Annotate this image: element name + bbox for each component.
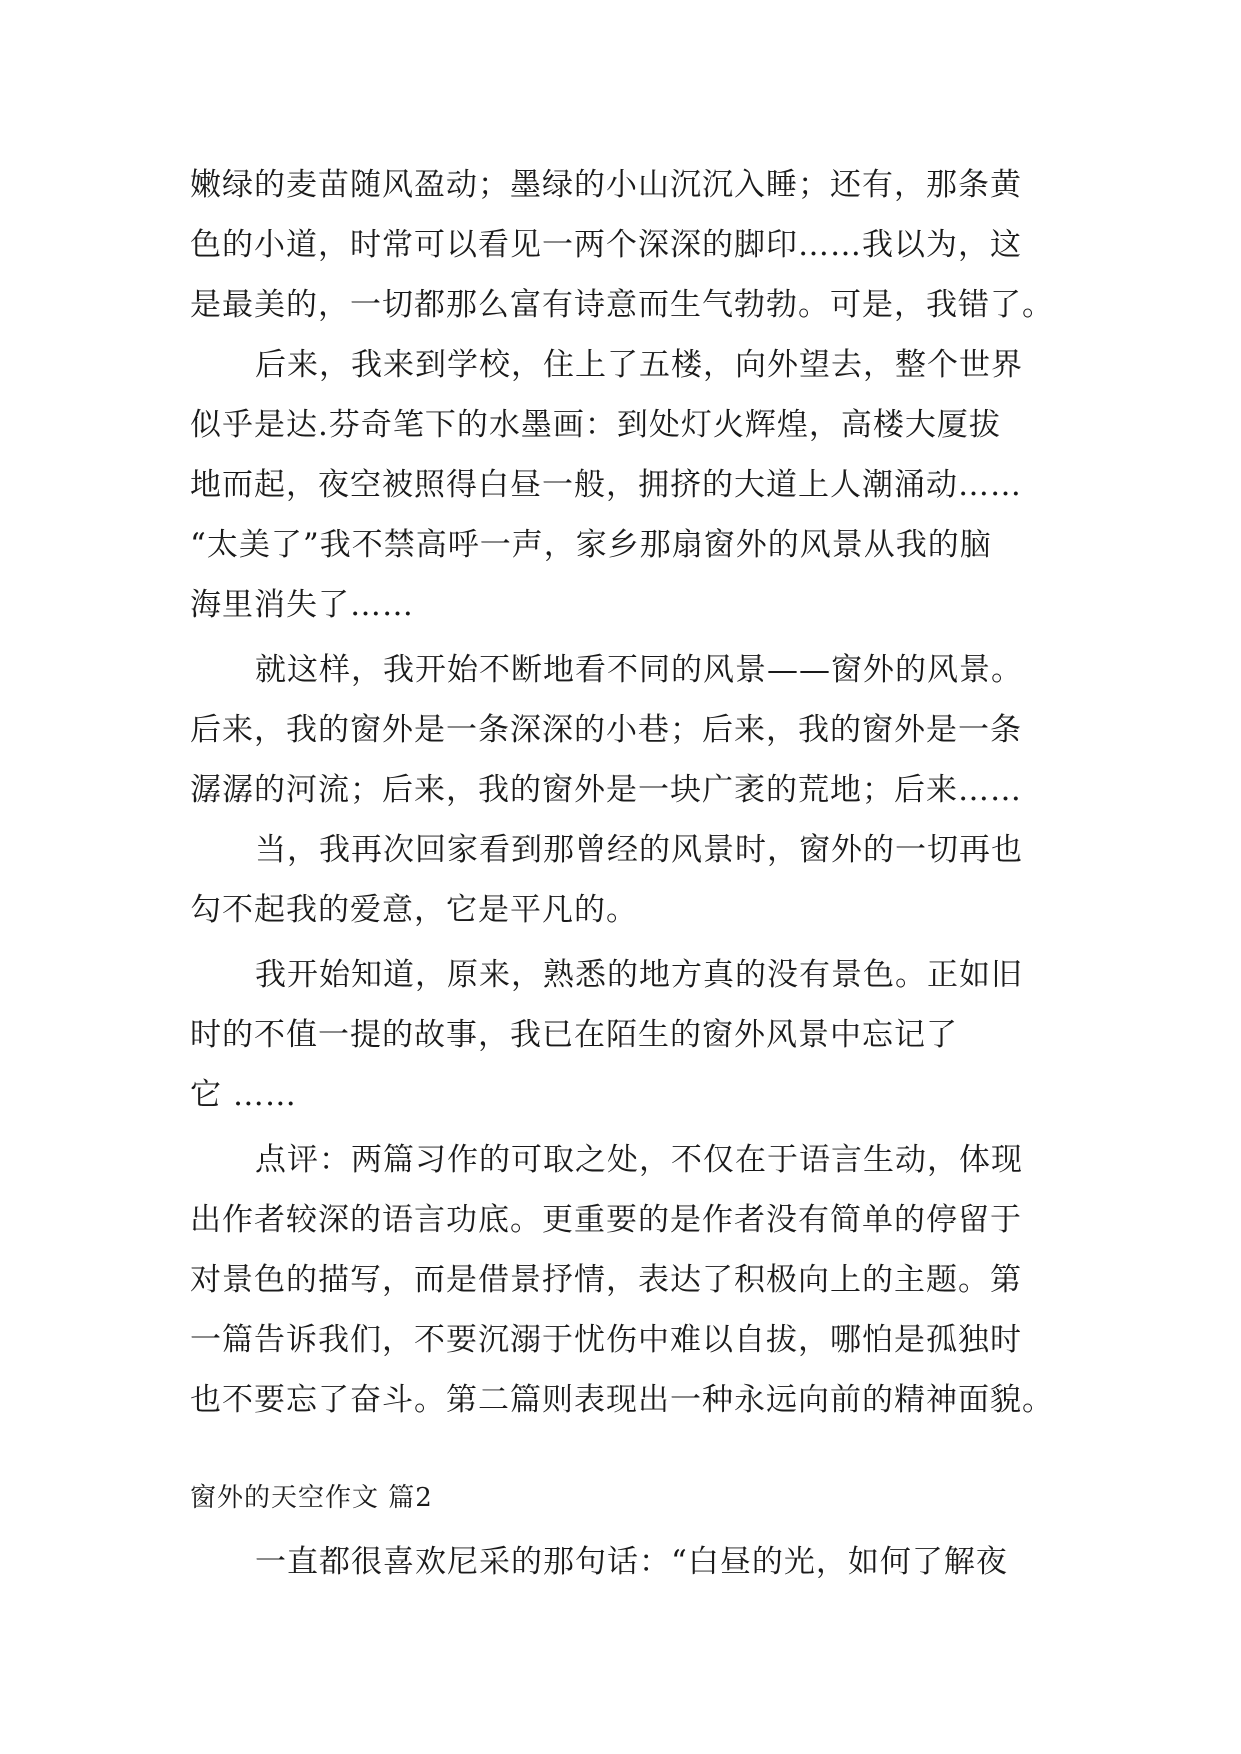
text-line: 是最美的，一切都那么富有诗意而生气勃勃。可是，我错了。 xyxy=(190,287,1054,323)
text-line: 点评：两篇习作的可取之处，不仅在于语言生动，体现 xyxy=(255,1142,1023,1178)
text-line: 色的小道，时常可以看见一两个深深的脚印……我以为，这 xyxy=(190,227,1022,263)
text-line: 勾不起我的爱意，它是平凡的。 xyxy=(190,892,638,928)
text-line: 它 …… xyxy=(190,1077,297,1113)
text-line: 出作者较深的语言功底。更重要的是作者没有简单的停留于 xyxy=(190,1202,1022,1238)
text-line: 就这样，我开始不断地看不同的风景——窗外的风景。 xyxy=(255,652,1023,688)
text-line: 海里消失了…… xyxy=(190,587,414,623)
text-line: 后来，我的窗外是一条深深的小巷；后来，我的窗外是一条 xyxy=(190,712,1022,748)
text-line: 嫩绿的麦苗随风盈动；墨绿的小山沉沉入睡；还有，那条黄 xyxy=(190,167,1022,203)
text-line: 当，我再次回家看到那曾经的风景时，窗外的一切再也 xyxy=(255,832,1023,868)
text-line: 也不要忘了奋斗。第二篇则表现出一种永远向前的精神面貌。 xyxy=(190,1382,1054,1418)
text-line: 似乎是达.芬奇笔下的水墨画：到处灯火辉煌，高楼大厦拔 xyxy=(190,407,1001,443)
text-line: 我开始知道，原来，熟悉的地方真的没有景色。正如旧 xyxy=(255,957,1023,993)
text-line: 地而起，夜空被照得白昼一般，拥挤的大道上人潮涌动…… xyxy=(190,467,1022,503)
text-line: 时的不值一提的故事，我已在陌生的窗外风景中忘记了 xyxy=(190,1017,958,1053)
text-line: 一篇告诉我们，不要沉溺于忧伤中难以自拔，哪怕是孤独时 xyxy=(190,1322,1022,1358)
text-line: 对景色的描写，而是借景抒情，表达了积极向上的主题。第 xyxy=(190,1262,1022,1298)
text-line: 一直都很喜欢尼采的那句话：“白昼的光，如何了解夜 xyxy=(255,1544,1008,1580)
section-heading: 窗外的天空作文 篇2 xyxy=(190,1483,433,1513)
text-line: “太美了”我不禁高呼一声，家乡那扇窗外的风景从我的脑 xyxy=(190,527,992,563)
text-line: 后来，我来到学校，住上了五楼，向外望去，整个世界 xyxy=(255,347,1023,383)
text-line: 潺潺的河流；后来，我的窗外是一块广袤的荒地；后来…… xyxy=(190,772,1022,808)
